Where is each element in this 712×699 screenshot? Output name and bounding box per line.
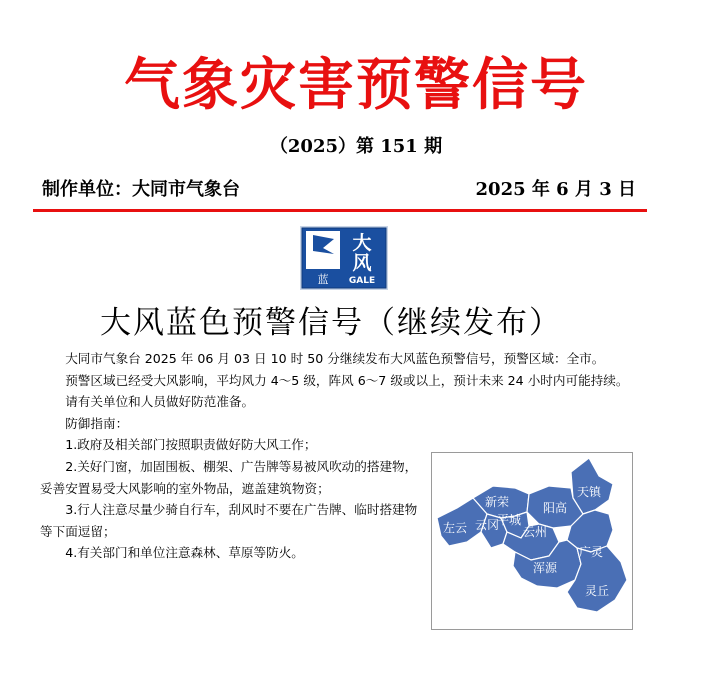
county-label-zuoyun: 左云 [442,521,468,535]
paragraph-guide-title: 防御指南： [65,415,129,431]
issuing-unit: 制作单位：大同市气象台 [42,179,240,200]
county-label-yunzhou: 云州 [522,525,548,539]
county-label-yungang: 云冈 [474,518,500,532]
issue-date: 2025 年 6 月 3 日 [475,179,636,200]
issue-number: （2025）第 151 期 [269,136,443,157]
english-label: GALE [348,276,376,286]
county-label-guangling: 广灵 [578,545,604,559]
county-label-lingqiu: 灵丘 [584,584,610,598]
warning-area-map [431,452,633,630]
document-title: 气象灾害预警信号 [124,52,588,118]
county-label-pingcheng: 平城 [496,513,522,527]
paragraph-preparation: 请有关单位和人员做好防范准备。 [65,394,255,410]
guide-item-4: 4.有关部门和单位注意森林、草原等防火。 [65,545,304,561]
guide-item-1: 1.政府及相关部门按照职责做好防大风工作； [65,437,317,453]
county-label-tianzhen: 天镇 [576,485,602,499]
county-label-xinrong: 新荣 [484,495,510,509]
warning-heading: 大风蓝色预警信号（继续发布） [100,305,562,341]
level-text: 蓝 [317,273,329,286]
guide-item-3: 3.行人注意尽量少骑自行车，刮风时不要在广告牌、临时搭建物等下面逗留； [40,502,418,539]
type-text-2: 风 [352,252,372,274]
blue-gale-warning-icon [300,226,388,290]
type-text-1: 大 [352,232,372,254]
county-label-hunyuan: 浑源 [532,561,558,575]
header-divider [33,209,647,212]
guide-item-2: 2.关好门窗，加固围板、棚架、广告牌等易被风吹动的搭建物，妥善安置易受大风影响的室外物品，遮盖建筑物资； [40,458,418,496]
paragraph-impact: 预警区域已经受大风影响，平均风力 4～5 级，阵风 6～7 级或以上，预计未来 24 小时内可能持续。 [65,372,629,388]
paragraph-issuance: 大同市气象台 2025 年 06 月 03 日 10 时 50 分继续发布大风蓝色预警信号，预警区域：全市。 [65,351,605,366]
county-label-yanggao: 阳高 [542,501,568,515]
